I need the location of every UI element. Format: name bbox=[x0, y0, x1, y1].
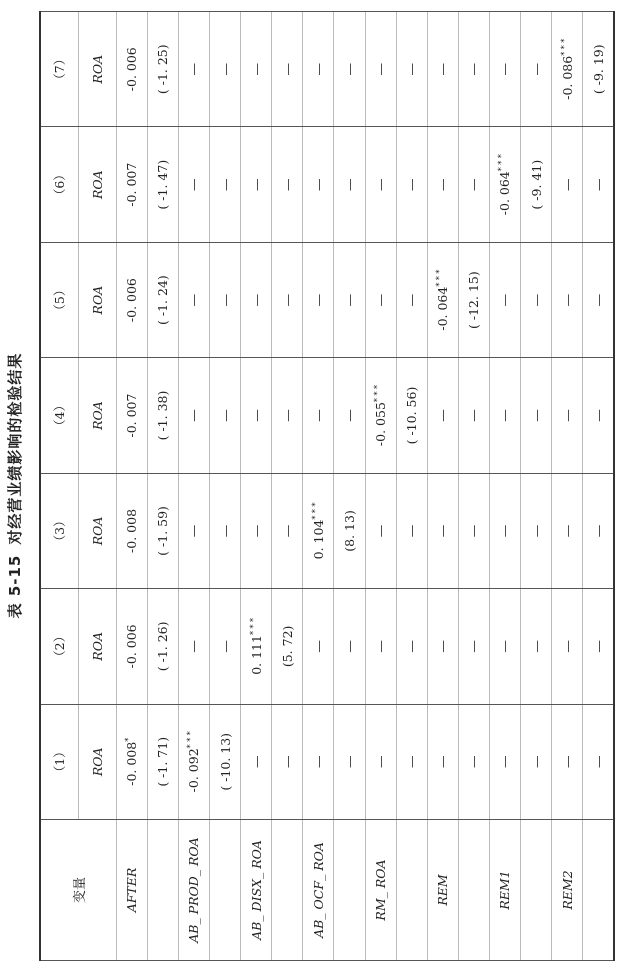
table-row bbox=[583, 12, 614, 961]
cell-value: — bbox=[528, 524, 544, 538]
cell-value: — bbox=[217, 178, 233, 191]
cell-value: — bbox=[497, 62, 513, 76]
cell-value: — bbox=[310, 640, 326, 653]
cell-value: — bbox=[559, 640, 575, 653]
cell-value: — bbox=[559, 293, 575, 307]
cell-value: — bbox=[559, 409, 575, 422]
row-variable bbox=[396, 820, 427, 961]
table-row bbox=[147, 12, 178, 961]
table-row bbox=[458, 12, 489, 961]
table-cell bbox=[365, 242, 396, 357]
row-variable bbox=[210, 820, 241, 961]
table-cell bbox=[365, 589, 396, 704]
row-variable bbox=[458, 820, 489, 961]
table-caption bbox=[4, 0, 25, 971]
cell-value: — bbox=[248, 62, 264, 76]
table-cell bbox=[396, 12, 427, 127]
table-cell bbox=[552, 127, 583, 242]
table-cell bbox=[241, 589, 272, 704]
table-cell bbox=[241, 704, 272, 819]
cell-value: — bbox=[373, 62, 389, 76]
table-cell bbox=[583, 589, 614, 704]
table-cell bbox=[241, 242, 272, 357]
cell-value: ( -9. 41) bbox=[528, 159, 544, 210]
cell-value: — bbox=[279, 524, 295, 538]
table-cell bbox=[489, 704, 520, 819]
header-row-depvar bbox=[78, 12, 116, 961]
cell-value: — bbox=[590, 409, 606, 422]
cell-value: — bbox=[373, 524, 389, 538]
table-cell bbox=[552, 12, 583, 127]
cell-value: — bbox=[186, 640, 202, 653]
table-number: 表 5-15 bbox=[6, 554, 24, 619]
cell-value: — bbox=[404, 755, 420, 769]
table-cell bbox=[520, 12, 551, 127]
cell-value: 0. 111 bbox=[248, 635, 264, 675]
cell-value: ( -10. 13) bbox=[217, 732, 233, 791]
table-cell bbox=[147, 473, 178, 588]
cell-value: -0. 008 bbox=[124, 741, 140, 786]
cell-value: ( -12. 15) bbox=[466, 271, 482, 329]
cell-value: — bbox=[404, 293, 420, 307]
table-cell bbox=[116, 242, 147, 357]
cell-value: -0. 007 bbox=[124, 162, 140, 207]
table-cell bbox=[334, 473, 365, 588]
significance-stars: * * * bbox=[497, 154, 507, 172]
table-cell bbox=[272, 589, 303, 704]
header-dependent-variable: ROA bbox=[78, 473, 116, 588]
table-cell bbox=[272, 473, 303, 588]
table-cell bbox=[458, 704, 489, 819]
table-cell bbox=[303, 358, 334, 473]
cell-value: — bbox=[341, 62, 357, 76]
cell-value: — bbox=[310, 62, 326, 76]
table-cell bbox=[365, 127, 396, 242]
significance-stars: * * * bbox=[248, 617, 258, 636]
table-cell bbox=[552, 358, 583, 473]
cell-value: — bbox=[559, 524, 575, 538]
cell-value: -0. 064 bbox=[497, 171, 513, 216]
cell-value: — bbox=[310, 755, 326, 769]
cell-value: — bbox=[341, 640, 357, 653]
row-variable bbox=[334, 820, 365, 961]
table-cell bbox=[489, 127, 520, 242]
cell-value: — bbox=[186, 293, 202, 307]
table-row bbox=[210, 12, 241, 961]
cell-value: — bbox=[466, 409, 482, 422]
cell-value: — bbox=[435, 640, 451, 653]
cell-value: — bbox=[248, 409, 264, 422]
header-dependent-variable: ROA bbox=[78, 127, 116, 242]
cell-value: — bbox=[217, 640, 233, 653]
significance-stars: * * * bbox=[310, 502, 320, 520]
table-row bbox=[116, 12, 147, 961]
table-cell bbox=[396, 473, 427, 588]
cell-value: — bbox=[528, 62, 544, 76]
row-variable bbox=[583, 820, 614, 961]
cell-value: — bbox=[186, 409, 202, 422]
table-cell bbox=[147, 704, 178, 819]
table-cell bbox=[147, 242, 178, 357]
table-cell bbox=[210, 242, 241, 357]
table-cell bbox=[178, 242, 209, 357]
table-cell bbox=[272, 704, 303, 819]
table-cell bbox=[396, 704, 427, 819]
table-row bbox=[365, 12, 396, 961]
table-cell bbox=[583, 127, 614, 242]
table-cell bbox=[427, 589, 458, 704]
table-cell bbox=[458, 358, 489, 473]
cell-value: ( -1. 71) bbox=[155, 736, 171, 787]
table-cell bbox=[303, 704, 334, 819]
cell-value: — bbox=[373, 293, 389, 307]
table-cell bbox=[116, 12, 147, 127]
cell-value: — bbox=[279, 293, 295, 307]
significance-stars: * * * bbox=[435, 269, 445, 287]
table-cell bbox=[241, 358, 272, 473]
cell-value: — bbox=[248, 524, 264, 538]
row-variable: RM_ ROA bbox=[365, 820, 396, 961]
cell-value: — bbox=[528, 640, 544, 653]
cell-value: — bbox=[341, 755, 357, 769]
table-cell bbox=[147, 127, 178, 242]
cell-value: — bbox=[528, 293, 544, 307]
cell-value: -0. 008 bbox=[124, 508, 140, 553]
table-cell bbox=[552, 242, 583, 357]
cell-value: ( -1. 26) bbox=[155, 621, 171, 672]
cell-value: ( -1. 47) bbox=[155, 159, 171, 210]
table-cell bbox=[116, 473, 147, 588]
table-cell bbox=[396, 127, 427, 242]
header-dependent-variable: ROA bbox=[78, 12, 116, 127]
cell-value: — bbox=[310, 409, 326, 422]
cell-value: — bbox=[435, 755, 451, 769]
cell-value: — bbox=[404, 524, 420, 538]
table-cell bbox=[334, 12, 365, 127]
table-cell bbox=[272, 12, 303, 127]
table-cell bbox=[458, 589, 489, 704]
cell-value: — bbox=[248, 755, 264, 769]
cell-value: — bbox=[310, 293, 326, 307]
header-column-number: （1） bbox=[40, 704, 78, 819]
table-cell bbox=[210, 358, 241, 473]
cell-value: — bbox=[341, 178, 357, 191]
table-cell bbox=[458, 473, 489, 588]
table-cell bbox=[552, 473, 583, 588]
cell-value: — bbox=[279, 409, 295, 422]
cell-value: — bbox=[217, 524, 233, 538]
cell-value: — bbox=[310, 178, 326, 191]
table-cell bbox=[147, 589, 178, 704]
header-variable: 变量 bbox=[40, 820, 116, 961]
header-column-number: （3） bbox=[40, 473, 78, 588]
cell-value: -0. 006 bbox=[124, 624, 140, 669]
cell-value: — bbox=[528, 755, 544, 769]
cell-value: — bbox=[466, 755, 482, 769]
table-cell bbox=[489, 473, 520, 588]
row-variable: AB_ OCF_ ROA bbox=[303, 820, 334, 961]
table-row bbox=[396, 12, 427, 961]
table-row bbox=[489, 12, 520, 961]
table-cell bbox=[427, 127, 458, 242]
cell-value: — bbox=[248, 293, 264, 307]
table-row bbox=[303, 12, 334, 961]
cell-value: — bbox=[373, 755, 389, 769]
cell-value: — bbox=[435, 524, 451, 538]
significance-stars: * * * bbox=[186, 731, 196, 749]
table-cell bbox=[334, 358, 365, 473]
table-cell bbox=[396, 589, 427, 704]
table-cell bbox=[427, 704, 458, 819]
table-cell bbox=[178, 589, 209, 704]
table-cell bbox=[210, 473, 241, 588]
table-cell bbox=[272, 358, 303, 473]
cell-value: — bbox=[466, 62, 482, 76]
header-row-columns bbox=[40, 12, 78, 961]
table-cell bbox=[396, 242, 427, 357]
table-cell bbox=[272, 127, 303, 242]
table-cell bbox=[427, 242, 458, 357]
table-cell bbox=[365, 473, 396, 588]
table-cell bbox=[365, 12, 396, 127]
row-variable: REM2 bbox=[552, 820, 583, 961]
table-cell bbox=[116, 358, 147, 473]
cell-value: -0. 086 bbox=[559, 55, 575, 100]
table-row bbox=[552, 12, 583, 961]
table-row bbox=[427, 12, 458, 961]
cell-value: — bbox=[186, 178, 202, 191]
table-row bbox=[520, 12, 551, 961]
table-cell bbox=[178, 473, 209, 588]
table-row bbox=[272, 12, 303, 961]
table-cell bbox=[520, 242, 551, 357]
table-cell bbox=[334, 242, 365, 357]
table-cell bbox=[365, 704, 396, 819]
cell-value: -0. 092 bbox=[186, 748, 202, 793]
cell-value: — bbox=[404, 178, 420, 191]
cell-value: — bbox=[186, 62, 202, 76]
table-cell bbox=[583, 358, 614, 473]
cell-value: — bbox=[590, 178, 606, 191]
significance-stars: * * * bbox=[559, 38, 569, 56]
table-cell bbox=[458, 127, 489, 242]
table-cell bbox=[427, 473, 458, 588]
table-cell bbox=[210, 127, 241, 242]
significance-stars: * * * bbox=[372, 384, 382, 403]
table-cell bbox=[210, 589, 241, 704]
significance-stars: * bbox=[124, 737, 134, 742]
results-table bbox=[39, 11, 615, 961]
cell-value: -0. 055 bbox=[373, 402, 389, 447]
cell-value: — bbox=[590, 293, 606, 307]
cell-value: — bbox=[248, 178, 264, 191]
table-cell bbox=[116, 589, 147, 704]
cell-value: -0. 064 bbox=[435, 286, 451, 331]
header-dependent-variable: ROA bbox=[78, 358, 116, 473]
table-cell bbox=[178, 12, 209, 127]
table-cell bbox=[178, 704, 209, 819]
cell-value: — bbox=[590, 524, 606, 538]
table-cell bbox=[303, 12, 334, 127]
cell-value: -0. 006 bbox=[124, 278, 140, 323]
table-cell bbox=[552, 704, 583, 819]
cell-value: -0. 006 bbox=[124, 47, 140, 92]
table-cell bbox=[583, 12, 614, 127]
cell-value: — bbox=[435, 409, 451, 422]
row-variable: AFTER bbox=[116, 820, 147, 961]
cell-value: — bbox=[341, 409, 357, 422]
table-cell bbox=[489, 242, 520, 357]
cell-value: ( -1. 24) bbox=[155, 275, 171, 325]
cell-value: — bbox=[373, 178, 389, 191]
row-variable bbox=[520, 820, 551, 961]
cell-value: — bbox=[279, 178, 295, 191]
cell-value: -0. 007 bbox=[124, 393, 140, 438]
cell-value: — bbox=[497, 640, 513, 653]
table-cell bbox=[583, 242, 614, 357]
table-cell bbox=[241, 473, 272, 588]
table-cell bbox=[241, 12, 272, 127]
table-cell bbox=[489, 358, 520, 473]
cell-value: ( -9. 19) bbox=[590, 44, 606, 95]
row-variable bbox=[272, 820, 303, 961]
table-cell bbox=[583, 704, 614, 819]
table-cell bbox=[303, 127, 334, 242]
row-variable: REM1 bbox=[489, 820, 520, 961]
cell-value: (8. 13) bbox=[341, 510, 357, 552]
table-cell bbox=[520, 127, 551, 242]
header-column-number: （7） bbox=[40, 12, 78, 127]
table-cell bbox=[427, 12, 458, 127]
cell-value: 0. 104 bbox=[310, 519, 326, 560]
cell-value: — bbox=[590, 755, 606, 769]
table-cell bbox=[210, 704, 241, 819]
header-dependent-variable: ROA bbox=[78, 242, 116, 357]
cell-value: — bbox=[279, 62, 295, 76]
table-cell bbox=[116, 127, 147, 242]
table-cell bbox=[272, 242, 303, 357]
table-cell bbox=[334, 127, 365, 242]
header-dependent-variable: ROA bbox=[78, 704, 116, 819]
cell-value: — bbox=[528, 409, 544, 422]
table-cell bbox=[178, 127, 209, 242]
cell-value: — bbox=[466, 640, 482, 653]
table-cell bbox=[303, 589, 334, 704]
table-cell bbox=[147, 358, 178, 473]
cell-value: ( -1. 38) bbox=[155, 390, 171, 441]
table-cell bbox=[489, 589, 520, 704]
header-column-number: （5） bbox=[40, 242, 78, 357]
cell-value: — bbox=[279, 755, 295, 769]
cell-value: — bbox=[497, 409, 513, 422]
header-dependent-variable: ROA bbox=[78, 589, 116, 704]
cell-value: — bbox=[497, 755, 513, 769]
table-cell bbox=[210, 12, 241, 127]
table-cell bbox=[427, 358, 458, 473]
table-cell bbox=[458, 242, 489, 357]
table-cell bbox=[458, 12, 489, 127]
cell-value: — bbox=[559, 178, 575, 191]
cell-value: ( -10. 56) bbox=[404, 386, 420, 445]
cell-value: — bbox=[497, 293, 513, 307]
table-cell bbox=[303, 473, 334, 588]
cell-value: (5. 72) bbox=[279, 625, 295, 668]
cell-value: — bbox=[217, 409, 233, 422]
cell-value: — bbox=[435, 178, 451, 191]
cell-value: — bbox=[404, 62, 420, 76]
cell-value: — bbox=[217, 293, 233, 307]
row-variable bbox=[147, 820, 178, 961]
cell-value: — bbox=[186, 524, 202, 538]
header-column-number: （2） bbox=[40, 589, 78, 704]
header-column-number: （4） bbox=[40, 358, 78, 473]
cell-value: — bbox=[435, 62, 451, 76]
cell-value: — bbox=[466, 524, 482, 538]
table-cell bbox=[396, 358, 427, 473]
table-cell bbox=[520, 704, 551, 819]
row-variable: AB_ DISX_ ROA bbox=[241, 820, 272, 961]
cell-value: — bbox=[466, 178, 482, 191]
table-cell bbox=[147, 12, 178, 127]
row-variable: REM bbox=[427, 820, 458, 961]
table-cell bbox=[583, 473, 614, 588]
table-cell bbox=[178, 358, 209, 473]
table-cell bbox=[489, 12, 520, 127]
table-cell bbox=[552, 589, 583, 704]
table-cell bbox=[334, 704, 365, 819]
table-row bbox=[334, 12, 365, 961]
cell-value: — bbox=[497, 524, 513, 538]
table-row bbox=[178, 12, 209, 961]
cell-value: — bbox=[404, 640, 420, 653]
cell-value: — bbox=[341, 293, 357, 307]
table-cell bbox=[520, 358, 551, 473]
cell-value: — bbox=[590, 640, 606, 653]
table-cell bbox=[365, 358, 396, 473]
table-cell bbox=[303, 242, 334, 357]
cell-value: — bbox=[217, 62, 233, 76]
cell-value: ( -1. 25) bbox=[155, 44, 171, 95]
table-row bbox=[241, 12, 272, 961]
table-cell bbox=[520, 589, 551, 704]
cell-value: — bbox=[559, 755, 575, 769]
table-cell bbox=[334, 589, 365, 704]
header-column-number: （6） bbox=[40, 127, 78, 242]
table-cell bbox=[520, 473, 551, 588]
table-cell bbox=[116, 704, 147, 819]
cell-value: — bbox=[373, 640, 389, 653]
table-cell bbox=[241, 127, 272, 242]
cell-value: ( -1. 59) bbox=[155, 506, 171, 556]
row-variable: AB_ PROD_ ROA bbox=[178, 820, 209, 961]
table-title: 对经营业绩影响的检验结果 bbox=[6, 352, 24, 545]
